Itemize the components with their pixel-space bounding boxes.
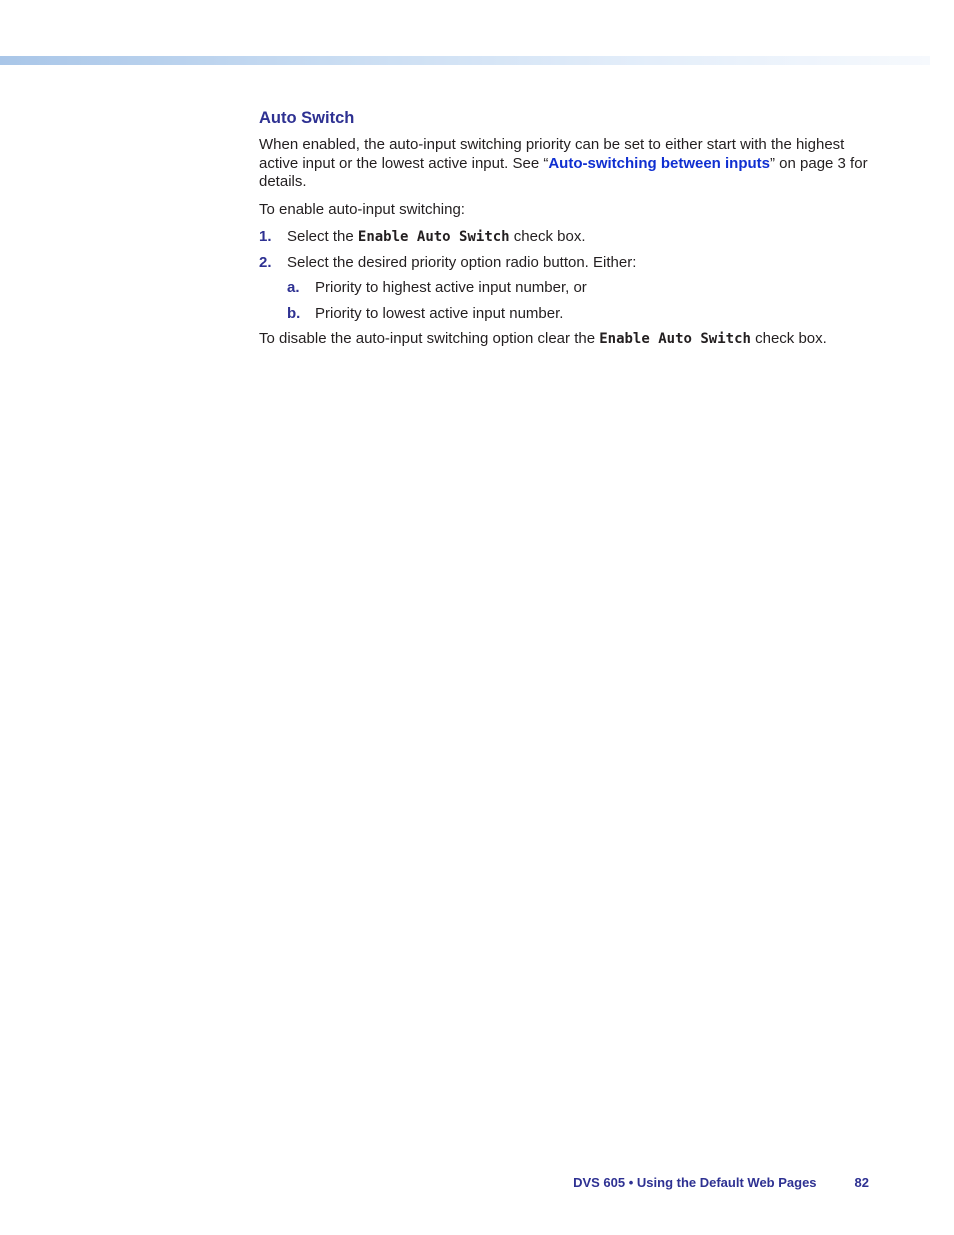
step-text: Select the desired priority option radio button. Either: [287,253,637,271]
section-content [259,108,869,358]
substep-letter: a. [287,279,300,296]
substep-text: Priority to lowest active input number. [315,304,564,322]
step-number: 2. [259,253,272,271]
enable-auto-switch-code: Enable Auto Switch [599,331,751,347]
substep-text: Priority to highest active input number, or [315,279,587,296]
step-1 [259,228,869,247]
page-number: 82 [854,1175,869,1190]
intro-text-before: When enabled, the auto-input switching priority can be set to either start with the highest active input or the lowest active input. See “ [259,136,845,172]
enable-label: To enable auto-input switching: [259,200,465,218]
footer-title: DVS 605 • Using the Default Web Pages [573,1175,817,1190]
step-number: 1. [259,228,272,245]
step-text-after: check box. [509,228,586,245]
substep-a [287,279,869,298]
disable-paragraph [259,330,869,349]
step-2 [259,254,869,273]
page-footer [573,1175,869,1190]
intro-text-after: ” on page 3 for details. [259,154,868,190]
section-heading: Auto Switch [259,109,355,127]
substep-letter: b. [287,304,301,322]
enable-auto-switch-code: Enable Auto Switch [357,229,510,245]
disable-text-after: check box. [750,330,827,347]
header-band [0,56,930,65]
intro-paragraph [259,136,869,192]
substep-b [287,305,869,324]
auto-switching-link[interactable]: Auto-switching between inputs [548,154,770,172]
disable-text-before: To disable the auto-input switching option clear the [259,330,600,347]
step-text-before: Select the [287,228,358,245]
